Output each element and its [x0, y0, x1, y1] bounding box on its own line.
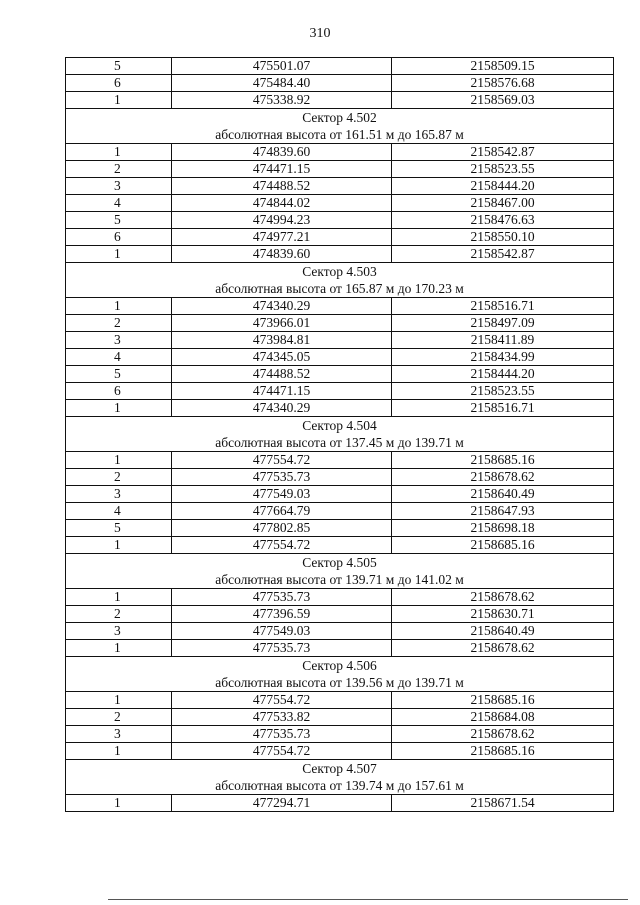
- point-row: [66, 623, 614, 640]
- sector-title-row: [66, 417, 614, 435]
- point-number-cell: 1: [66, 537, 172, 554]
- point-number-cell: 6: [66, 75, 172, 92]
- point-number-cell: 6: [66, 229, 172, 246]
- x-coordinate-cell: 477294.71: [172, 795, 392, 812]
- x-coordinate-cell: 477554.72: [172, 692, 392, 709]
- point-number-cell: 4: [66, 503, 172, 520]
- y-coordinate-cell: 2158576.68: [392, 75, 614, 92]
- point-row: [66, 229, 614, 246]
- x-coordinate-cell: 477549.03: [172, 623, 392, 640]
- sector-title-row: [66, 554, 614, 572]
- sector-height-range-row: [66, 674, 614, 692]
- x-coordinate-cell: 477802.85: [172, 520, 392, 537]
- x-coordinate-cell: 474839.60: [172, 246, 392, 263]
- point-number-cell: 3: [66, 178, 172, 195]
- x-coordinate-cell: 474471.15: [172, 161, 392, 178]
- x-coordinate-cell: 477533.82: [172, 709, 392, 726]
- x-coordinate-cell: 475501.07: [172, 58, 392, 75]
- x-coordinate-cell: 474488.52: [172, 366, 392, 383]
- point-row: [66, 486, 614, 503]
- y-coordinate-cell: 2158516.71: [392, 400, 614, 417]
- x-coordinate-cell: 474994.23: [172, 212, 392, 229]
- point-number-cell: 1: [66, 298, 172, 315]
- point-row: [66, 640, 614, 657]
- point-number-cell: 2: [66, 315, 172, 332]
- y-coordinate-cell: 2158678.62: [392, 726, 614, 743]
- sector-height-range-row: [66, 434, 614, 452]
- point-number-cell: 5: [66, 366, 172, 383]
- y-coordinate-cell: 2158698.18: [392, 520, 614, 537]
- y-coordinate-cell: 2158678.62: [392, 469, 614, 486]
- point-row: [66, 349, 614, 366]
- point-number-cell: 1: [66, 589, 172, 606]
- x-coordinate-cell: 475484.40: [172, 75, 392, 92]
- sector-title: Сектор 4.505: [66, 554, 614, 572]
- point-row: [66, 606, 614, 623]
- point-number-cell: 6: [66, 383, 172, 400]
- y-coordinate-cell: 2158434.99: [392, 349, 614, 366]
- x-coordinate-cell: 474471.15: [172, 383, 392, 400]
- point-number-cell: 1: [66, 743, 172, 760]
- point-row: [66, 212, 614, 229]
- coordinates-table-body: [66, 58, 614, 812]
- point-number-cell: 4: [66, 195, 172, 212]
- point-row: [66, 537, 614, 554]
- point-row: [66, 75, 614, 92]
- point-row: [66, 726, 614, 743]
- point-number-cell: 5: [66, 520, 172, 537]
- x-coordinate-cell: 477535.73: [172, 726, 392, 743]
- y-coordinate-cell: 2158630.71: [392, 606, 614, 623]
- point-row: [66, 469, 614, 486]
- x-coordinate-cell: 473984.81: [172, 332, 392, 349]
- y-coordinate-cell: 2158550.10: [392, 229, 614, 246]
- point-number-cell: 2: [66, 161, 172, 178]
- point-number-cell: 3: [66, 623, 172, 640]
- y-coordinate-cell: 2158444.20: [392, 366, 614, 383]
- point-row: [66, 692, 614, 709]
- point-row: [66, 520, 614, 537]
- point-row: [66, 298, 614, 315]
- x-coordinate-cell: 474977.21: [172, 229, 392, 246]
- point-row: [66, 400, 614, 417]
- y-coordinate-cell: 2158671.54: [392, 795, 614, 812]
- sector-height-range: абсолютная высота от 137.45 м до 139.71 м: [66, 434, 614, 452]
- point-number-cell: 4: [66, 349, 172, 366]
- y-coordinate-cell: 2158497.09: [392, 315, 614, 332]
- x-coordinate-cell: 474340.29: [172, 400, 392, 417]
- point-row: [66, 332, 614, 349]
- sector-title-row: [66, 657, 614, 675]
- y-coordinate-cell: 2158678.62: [392, 589, 614, 606]
- point-row: [66, 743, 614, 760]
- sector-height-range: абсолютная высота от 161.51 м до 165.87 м: [66, 126, 614, 144]
- point-row: [66, 178, 614, 195]
- point-number-cell: 2: [66, 709, 172, 726]
- sector-title: Сектор 4.507: [66, 760, 614, 778]
- y-coordinate-cell: 2158684.08: [392, 709, 614, 726]
- x-coordinate-cell: 474345.05: [172, 349, 392, 366]
- y-coordinate-cell: 2158685.16: [392, 537, 614, 554]
- point-row: [66, 315, 614, 332]
- x-coordinate-cell: 477535.73: [172, 469, 392, 486]
- sector-title: Сектор 4.504: [66, 417, 614, 435]
- point-number-cell: 5: [66, 212, 172, 229]
- sector-title: Сектор 4.506: [66, 657, 614, 675]
- point-row: [66, 58, 614, 75]
- point-number-cell: 1: [66, 795, 172, 812]
- point-number-cell: 1: [66, 400, 172, 417]
- x-coordinate-cell: 473966.01: [172, 315, 392, 332]
- point-row: [66, 246, 614, 263]
- y-coordinate-cell: 2158569.03: [392, 92, 614, 109]
- sector-height-range-row: [66, 280, 614, 298]
- sector-title-row: [66, 109, 614, 127]
- point-row: [66, 795, 614, 812]
- y-coordinate-cell: 2158685.16: [392, 692, 614, 709]
- sector-title: Сектор 4.502: [66, 109, 614, 127]
- point-row: [66, 709, 614, 726]
- y-coordinate-cell: 2158685.16: [392, 743, 614, 760]
- y-coordinate-cell: 2158411.89: [392, 332, 614, 349]
- point-row: [66, 503, 614, 520]
- point-row: [66, 452, 614, 469]
- y-coordinate-cell: 2158476.63: [392, 212, 614, 229]
- sector-height-range: абсолютная высота от 139.71 м до 141.02 м: [66, 571, 614, 589]
- point-number-cell: 1: [66, 92, 172, 109]
- y-coordinate-cell: 2158542.87: [392, 246, 614, 263]
- x-coordinate-cell: 477554.72: [172, 743, 392, 760]
- point-row: [66, 92, 614, 109]
- sector-height-range: абсолютная высота от 139.74 м до 157.61 м: [66, 777, 614, 795]
- y-coordinate-cell: 2158444.20: [392, 178, 614, 195]
- x-coordinate-cell: 477554.72: [172, 537, 392, 554]
- point-row: [66, 366, 614, 383]
- point-number-cell: 1: [66, 640, 172, 657]
- sector-height-range: абсолютная высота от 139.56 м до 139.71 м: [66, 674, 614, 692]
- sector-height-range-row: [66, 777, 614, 795]
- x-coordinate-cell: 474839.60: [172, 144, 392, 161]
- x-coordinate-cell: 474340.29: [172, 298, 392, 315]
- sector-title-row: [66, 263, 614, 281]
- point-number-cell: 3: [66, 486, 172, 503]
- y-coordinate-cell: 2158647.93: [392, 503, 614, 520]
- y-coordinate-cell: 2158523.55: [392, 383, 614, 400]
- point-number-cell: 1: [66, 452, 172, 469]
- point-row: [66, 161, 614, 178]
- point-number-cell: 3: [66, 332, 172, 349]
- y-coordinate-cell: 2158678.62: [392, 640, 614, 657]
- x-coordinate-cell: 477396.59: [172, 606, 392, 623]
- point-number-cell: 1: [66, 144, 172, 161]
- point-row: [66, 195, 614, 212]
- sector-height-range-row: [66, 126, 614, 144]
- sector-height-range: абсолютная высота от 165.87 м до 170.23 м: [66, 280, 614, 298]
- sector-height-range-row: [66, 571, 614, 589]
- y-coordinate-cell: 2158467.00: [392, 195, 614, 212]
- x-coordinate-cell: 477549.03: [172, 486, 392, 503]
- y-coordinate-cell: 2158523.55: [392, 161, 614, 178]
- sector-title: Сектор 4.503: [66, 263, 614, 281]
- point-number-cell: 5: [66, 58, 172, 75]
- x-coordinate-cell: 477554.72: [172, 452, 392, 469]
- y-coordinate-cell: 2158640.49: [392, 486, 614, 503]
- x-coordinate-cell: 477535.73: [172, 589, 392, 606]
- x-coordinate-cell: 474488.52: [172, 178, 392, 195]
- sector-title-row: [66, 760, 614, 778]
- x-coordinate-cell: 477664.79: [172, 503, 392, 520]
- x-coordinate-cell: 475338.92: [172, 92, 392, 109]
- y-coordinate-cell: 2158516.71: [392, 298, 614, 315]
- point-row: [66, 383, 614, 400]
- point-number-cell: 3: [66, 726, 172, 743]
- y-coordinate-cell: 2158542.87: [392, 144, 614, 161]
- x-coordinate-cell: 477535.73: [172, 640, 392, 657]
- point-number-cell: 2: [66, 469, 172, 486]
- page-number: 310: [309, 26, 331, 41]
- point-number-cell: 1: [66, 246, 172, 263]
- point-number-cell: 2: [66, 606, 172, 623]
- y-coordinate-cell: 2158685.16: [392, 452, 614, 469]
- point-row: [66, 589, 614, 606]
- y-coordinate-cell: 2158509.15: [392, 58, 614, 75]
- y-coordinate-cell: 2158640.49: [392, 623, 614, 640]
- x-coordinate-cell: 474844.02: [172, 195, 392, 212]
- coordinates-table: [65, 57, 614, 812]
- page-bottom-edge: [108, 899, 628, 900]
- point-row: [66, 144, 614, 161]
- point-number-cell: 1: [66, 692, 172, 709]
